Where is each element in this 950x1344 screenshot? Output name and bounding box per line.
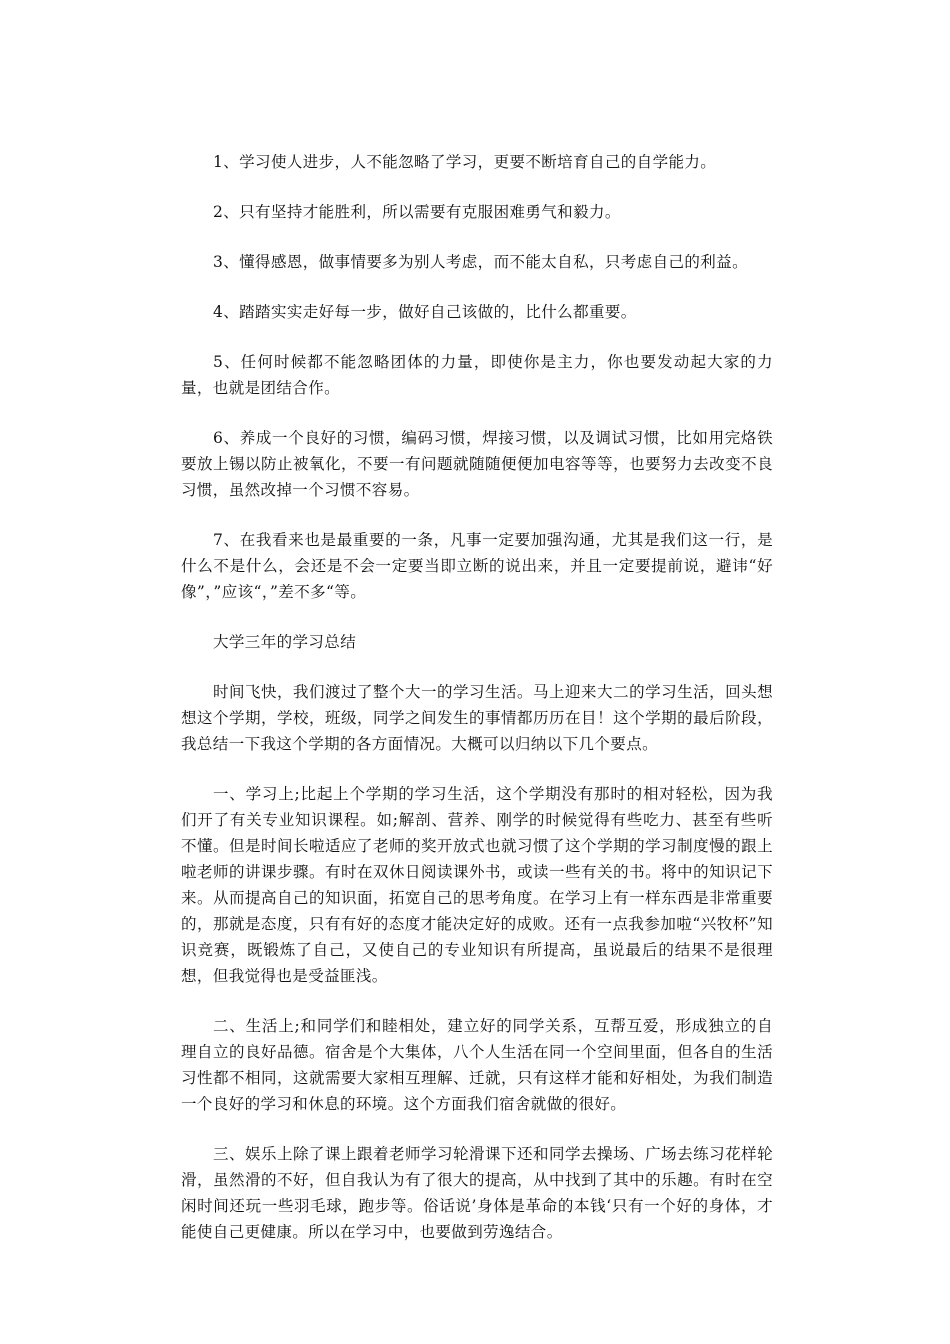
list-item: 6、养成一个良好的习惯，编码习惯，焊接习惯，以及调试习惯，比如用完烙铁要放上锡以防止被氧化，不要一有问题就随随便便加电容等等，也要努力去改变不良习惯，虽然改掉一个习惯不容易。 (181, 429, 773, 499)
body-paragraph: 二、生活上;和同学们和睦相处，建立好的同学关系，互帮互爱，形成独立的自理自立的良好品德。宿舍是个大集体，八个人生活在同一个空间里面，但各自的生活习性都不相同，这就需要大家相互理解、迁就，只有这样才能和好相处，为我们制造一个良好的学习和休息的环境。这个方面我们宿舍就做的很好。 (181, 1017, 773, 1113)
document-body (181, 149, 773, 1269)
section-heading: 大学三年的学习总结 (213, 633, 357, 651)
list-item: 4、踏踏实实走好每一步，做好自己该做的，比什么都重要。 (213, 303, 637, 321)
body-paragraph: 三、娱乐上除了课上跟着老师学习轮滑课下还和同学去操场、广场去练习花样轮滑，虽然滑的不好，但自我认为有了很大的提高，从中找到了其中的乐趣。有时在空闲时间还玩一些羽毛球，跑步等。俗话说’身体是革命的本钱‘只有一个好的身体，才能使自己更健康。所以在学习中，也要做到劳逸结合。 (181, 1145, 773, 1241)
list-item: 5、任何时候都不能忽略团体的力量，即使你是主力，你也要发动起大家的力量，也就是团结合作。 (181, 353, 773, 397)
list-item: 3、懂得感恩，做事情要多为别人考虑，而不能太自私，只考虑自己的利益。 (213, 253, 748, 271)
body-paragraph: 时间飞快，我们渡过了整个大一的学习生活。马上迎来大二的学习生活，回头想想这个学期，学校，班级，同学之间发生的事情都历历在目！这个学期的最后阶段，我总结一下我这个学期的各方面情况。大概可以归纳以下几个要点。 (181, 683, 773, 753)
body-paragraph: 一、学习上;比起上个学期的学习生活，这个学期没有那时的相对轻松，因为我们开了有关专业知识课程。如;解剖、营养、刚学的时候觉得有些吃力、甚至有些听不懂。但是时间长啦适应了老师的奖开放式也就习惯了这个学期的学习制度慢的跟上啦老师的讲课步骤。有时在双休日阅读课外书，或读一些有关的书。将中的知识记下来。从而提高自己的知识面，拓宽自己的思考角度。在学习上有一样东西是非常重要的，那就是态度，只有有好的态度才能决定好的成败。还有一点我参加啦“兴牧杯”知识竞赛，既锻炼了自己，又使自己的专业知识有所提高，虽说最后的结果不是很理想，但我觉得也是受益匪浅。 (181, 785, 773, 985)
list-item: 1、学习使人进步，人不能忽略了学习，更要不断培育自己的自学能力。 (213, 153, 717, 171)
list-item: 7、在我看来也是最重要的一条，凡事一定要加强沟通，尤其是我们这一行，是什么不是什么，会还是不会一定要当即立断的说出来，并且一定要提前说，避讳“好像”，”应该“，”差不多“等。 (181, 531, 773, 601)
list-item: 2、只有坚持才能胜利，所以需要有克服困难勇气和毅力。 (213, 203, 621, 221)
